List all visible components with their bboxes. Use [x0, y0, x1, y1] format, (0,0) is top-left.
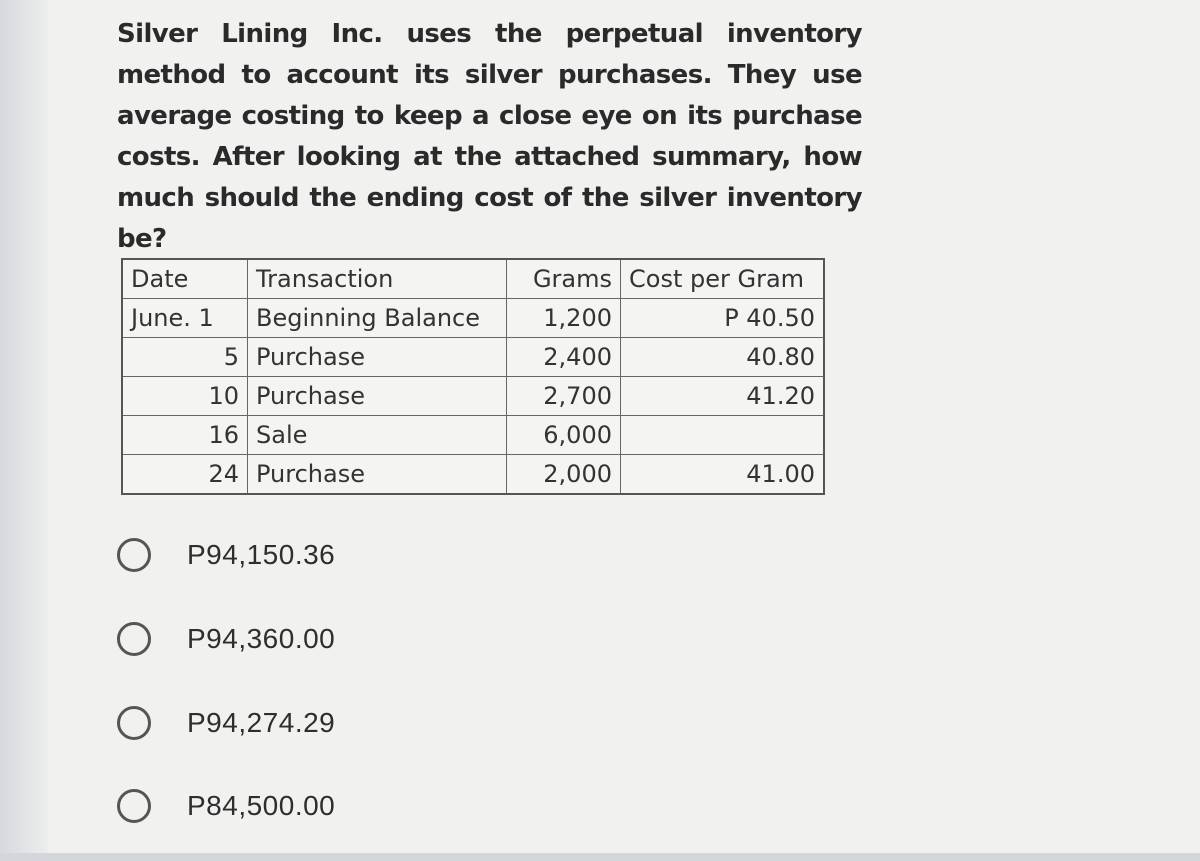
cell-grams: 6,000 [507, 416, 621, 455]
cell-grams: 2,000 [507, 455, 621, 495]
table-row [122, 416, 824, 455]
cell-transaction: Sale [248, 416, 507, 455]
cell-grams: 2,700 [507, 377, 621, 416]
answer-option-2[interactable] [117, 614, 417, 664]
header-transaction: Transaction [248, 259, 507, 299]
left-edge-background [0, 0, 48, 861]
table-row [122, 299, 824, 338]
cell-cost: 41.20 [621, 377, 825, 416]
cell-date: 5 [122, 338, 248, 377]
radio-button[interactable] [117, 622, 151, 656]
radio-button[interactable] [117, 789, 151, 823]
radio-button[interactable] [117, 538, 151, 572]
question-text: Silver Lining Inc. uses the perpetual inventory method to account its silver purchases. They use average costing to keep a close eye on its purchase costs. After looking at the attached summary, how much should the ending cost of the silver inventory be? [117, 19, 862, 254]
table-header-row [122, 259, 824, 299]
cell-date: 24 [122, 455, 248, 495]
cell-transaction: Beginning Balance [248, 299, 507, 338]
option-label: P94,360.00 [187, 623, 336, 654]
cell-date: June. 1 [122, 299, 248, 338]
cell-transaction: Purchase [248, 338, 507, 377]
cell-cost [621, 416, 825, 455]
option-label: P94,150.36 [187, 539, 336, 570]
cell-date: 10 [122, 377, 248, 416]
table-row [122, 455, 824, 495]
answer-option-1[interactable] [117, 530, 417, 580]
cell-grams: 1,200 [507, 299, 621, 338]
header-grams: Grams [507, 259, 621, 299]
cell-cost: P 40.50 [621, 299, 825, 338]
table-row [122, 377, 824, 416]
cell-grams: 2,400 [507, 338, 621, 377]
cell-date: 16 [122, 416, 248, 455]
radio-button[interactable] [117, 706, 151, 740]
option-label: P84,500.00 [187, 790, 336, 821]
cell-cost: 40.80 [621, 338, 825, 377]
cell-transaction: Purchase [248, 455, 507, 495]
cell-transaction: Purchase [248, 377, 507, 416]
header-date: Date [122, 259, 248, 299]
answer-option-3[interactable] [117, 698, 417, 748]
option-label: P94,274.29 [187, 707, 336, 738]
header-cost-per-gram: Cost per Gram [621, 259, 825, 299]
inventory-table [121, 258, 825, 495]
cell-cost: 41.00 [621, 455, 825, 495]
bottom-edge-background [0, 853, 1200, 861]
answer-option-4[interactable] [117, 781, 417, 831]
table-row [122, 338, 824, 377]
